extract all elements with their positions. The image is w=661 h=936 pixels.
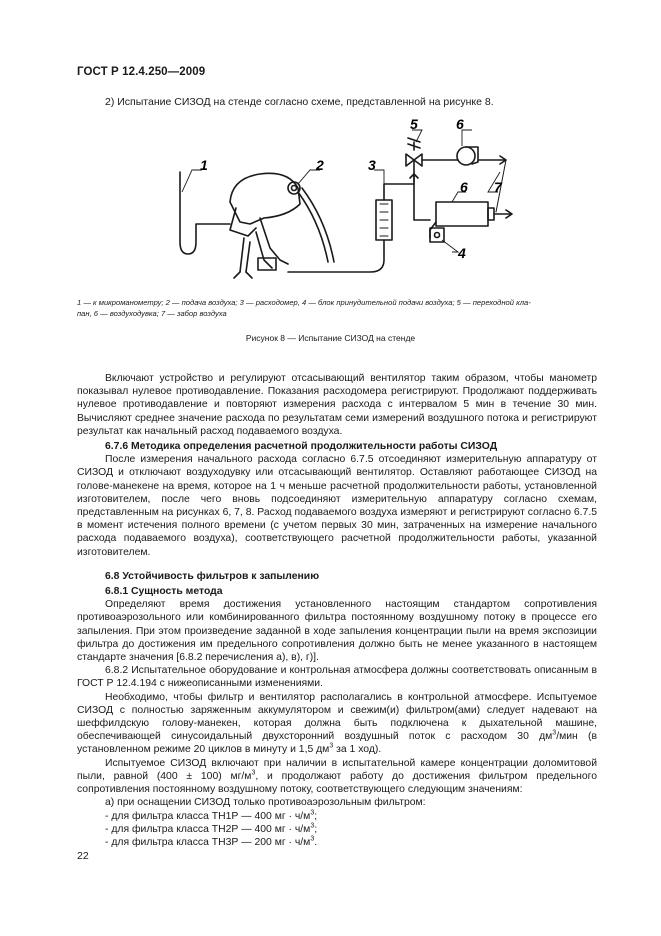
paragraph-method-essence: Определяют время достижения установленного настоящим стандартом сопротивления противоаэрозольного или комбинированного фильтра постоянному воздушному потоку в процессе его запыления. При этом произведение заданной в ходе запыления концентрации пыли на время экспозиции фильтра до достижения им предельного сопротивления должно быть не менее указанного в настоящем стандарте значения [6.8.2 перечисления а), в), г)]. xyxy=(77,599,597,664)
paragraph-dust-concentration: Испытуемое СИЗОД включают при наличии в испытательной камере концентрации доломитовой пыли, равной (400 ± 100) $мг/м^3$, и продолжают работу до достижения фильтром предельного сопротивления постоянному воздушному потоку, соответствующего следующим значениям: xyxy=(77,757,597,796)
lower-blower xyxy=(436,202,488,226)
page-number: 22 xyxy=(77,850,89,862)
list-item-th2p: - для фильтра класса ТН2Р — 400 мг · $ч/м^3$; xyxy=(105,822,318,835)
paragraph-duration-method: После измерения начального расхода согласно 6.7.5 отсоединяют измерительную аппаратуру от СИЗОД и отключают воздуходувку или отсасывающий вентилятор. Оставляют работающее СИЗОД на голове-манекене на время, которое на 1 ч меньше расчетной продолжительности работы, установленной изготовителем, после чего вновь подсоединяют измерительную аппаратуру согласно схемам, представленным на рисунках 6, 7, 8. Расход подаваемого воздуха измеряют и регистрируют согласно 6.7.5 в момент истечения полного времени (с учетом первых 30 мин, затраченных на измерение начального расхода подаваемого воздуха), соответствующего расчетной продолжительности работы, указанной изготовителем. xyxy=(77,454,597,558)
figure-label-1: 1 xyxy=(200,157,208,173)
list-item-th3p: - для фильтра класса ТН3Р — 200 мг · $ч/м^3$. xyxy=(105,835,318,848)
figure-label-3: 3 xyxy=(368,157,376,173)
paragraph-startup: Включают устройство и регулируют отсасывающий вентилятор таким образом, чтобы манометр показывал нулевое противодавление. Показания расходомера регистрируют. Продолжают поддерживать нулевое противодавление и повторяют измерения расхода с интервалом 5 мин в течение 30 мин. Вычисляют среднее значение расхода по результатам семи измерений воздушного потока и регистрируют результат как начальный расход подаваемого воздуха. xyxy=(77,373,597,437)
figure-label-4: 4 xyxy=(458,245,466,261)
figure-label-2: 2 xyxy=(316,157,324,173)
figure-legend xyxy=(77,298,597,319)
figure-8-schematic xyxy=(160,112,530,297)
standard-header: ГОСТ Р 12.4.250—2009 xyxy=(77,66,206,78)
manometer-tube xyxy=(180,172,230,254)
intro-paragraph: 2) Испытание СИЗОД на стенде согласно схеме, представленной на рисунке 8. xyxy=(105,96,494,108)
paragraph-6-8-2: 6.8.2 Испытательное оборудование и контрольная атмосфера должны соответствовать описанным в ГОСТ Р 12.4.194 с нижеописанными изменениями. xyxy=(77,665,597,690)
paragraph-manikin-setup: Необходимо, чтобы фильтр и вентилятор располагались в контрольной атмосфере. Испытуемое СИЗОД с полностью заряженным аккумулятором и свежим(и) фильтром(ами) следует надевают на шеффилдскую голову-манекен, которая должна быть подключена к дыхательной машине, обеспечивающей синусоидальный двухсторонний воздушный поток с расходом 30 $дм^3$/мин (в установленном режиме 20 циклов в минуту и 1,5 $дм^3$ за 1 ход). xyxy=(77,691,597,756)
figure-label-6-upper: 6 xyxy=(456,116,464,132)
figure-label-7: 7 xyxy=(494,179,502,195)
list-item-a: а) при оснащении СИЗОД только противоаэрозольным фильтром: xyxy=(105,797,426,809)
body-text xyxy=(77,372,597,849)
legend-line-1: 1 — к микроманометру; 2 — подача воздуха; 3 — расходомер, 4 — блок принудительной подачи воздуха; 5 — переходной кла- xyxy=(77,298,531,307)
forced-supply-unit xyxy=(430,228,444,242)
figure-label-5: 5 xyxy=(410,116,418,132)
list-item-th1p: - для фильтра класса ТН1Р — 400 мг · $ч/м^3$; xyxy=(105,809,318,822)
figure-caption: Рисунок 8 — Испытание СИЗОД на стенде xyxy=(245,333,416,343)
heading-6-8: 6.8 Устойчивость фильтров к запылению xyxy=(105,570,320,582)
figure-label-6-lower: 6 xyxy=(460,179,468,195)
heading-6-8-1: 6.8.1 Сущность метода xyxy=(105,586,223,598)
legend-line-2: пан, 6 — воздуходувка; 7 — забор воздуха xyxy=(77,308,227,318)
head-manikin xyxy=(230,173,300,224)
heading-6-7-6: 6.7.6 Методика определения расчетной продолжительности работы СИЗОД xyxy=(105,441,498,453)
upper-blower xyxy=(457,147,475,165)
